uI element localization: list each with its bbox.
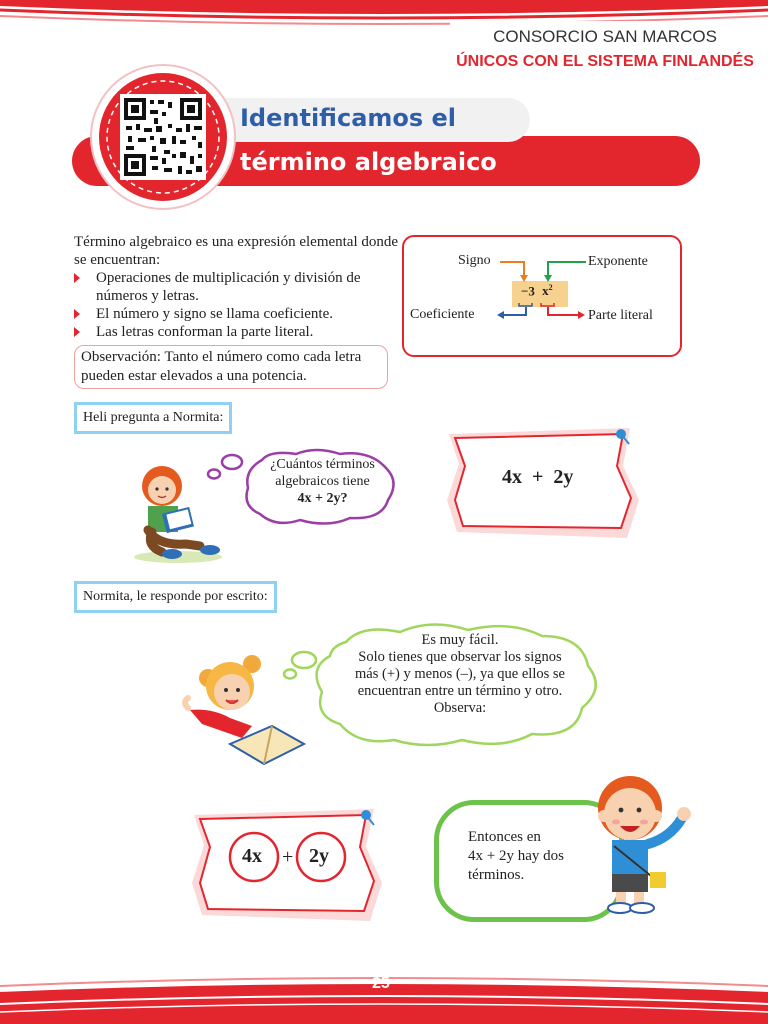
- boy-waving-illustration: [590, 768, 700, 918]
- answer-label-box: Normita, le responde por escrito:: [74, 581, 277, 613]
- intro-text-block: [74, 233, 404, 341]
- intro-paragraph: Término algebraico es una expresión elemental donde se encuentran:: [74, 234, 399, 268]
- answer-term1: 4x: [242, 845, 262, 867]
- girl-reading-illustration: [182, 652, 308, 770]
- term-coefficient: −3: [521, 283, 535, 299]
- diagram-literal-label: Parte literal: [588, 308, 653, 323]
- term-power: 2: [548, 283, 553, 292]
- diagram-exponent-label: Exponente: [588, 254, 648, 269]
- question-label-box: Heli pregunta a Normita:: [74, 402, 232, 434]
- bullet-icon: [74, 273, 80, 283]
- intro-bullet-list: [74, 269, 404, 341]
- tagline: ÚNICOS CON EL SISTEMA FINLANDÉS: [456, 53, 754, 70]
- question-bubble-text: ¿Cuántos términos algebraicos tiene 4x + 2y?: [270, 457, 375, 506]
- diagram-term: [521, 283, 553, 299]
- consortium-name: CONSORCIO SAN MARCOS: [493, 27, 717, 46]
- observation-box: Observación: Tanto el número como cada letra pueden estar elevados a una potencia.: [74, 345, 388, 389]
- question-card-expression: 4x + 2y: [502, 466, 574, 488]
- header-box: [450, 21, 760, 81]
- answer-term2: 2y: [309, 845, 329, 867]
- bullet-icon: [74, 309, 80, 319]
- answer-bubble-text: Es muy fácil. Solo tienes que observar los signos más (+) y menos (–), ya que ellos se encuentran entre un término y otro. Observa:: [355, 632, 565, 716]
- term-variable: x: [542, 283, 549, 299]
- title-line-1: Identificamos el: [240, 104, 457, 132]
- page-number: 25: [372, 975, 390, 992]
- qr-badge: [88, 62, 238, 212]
- bullet-icon: [74, 327, 80, 337]
- diagram-coefficient-label: Coeficiente: [410, 307, 475, 322]
- diagram-sign-label: Signo: [458, 253, 491, 268]
- title-line-2: término algebraico: [240, 148, 497, 176]
- list-item: El número y signo se llama coeficiente.: [74, 305, 404, 323]
- answer-plus: +: [282, 846, 294, 868]
- list-item: Operaciones de multiplicación y división de números y letras.: [74, 269, 404, 305]
- boy-reading-illustration: [128, 460, 233, 565]
- list-item: Las letras conforman la parte literal.: [74, 323, 404, 341]
- conclusion-text: Entonces en 4x + 2y hay dos términos.: [468, 829, 564, 883]
